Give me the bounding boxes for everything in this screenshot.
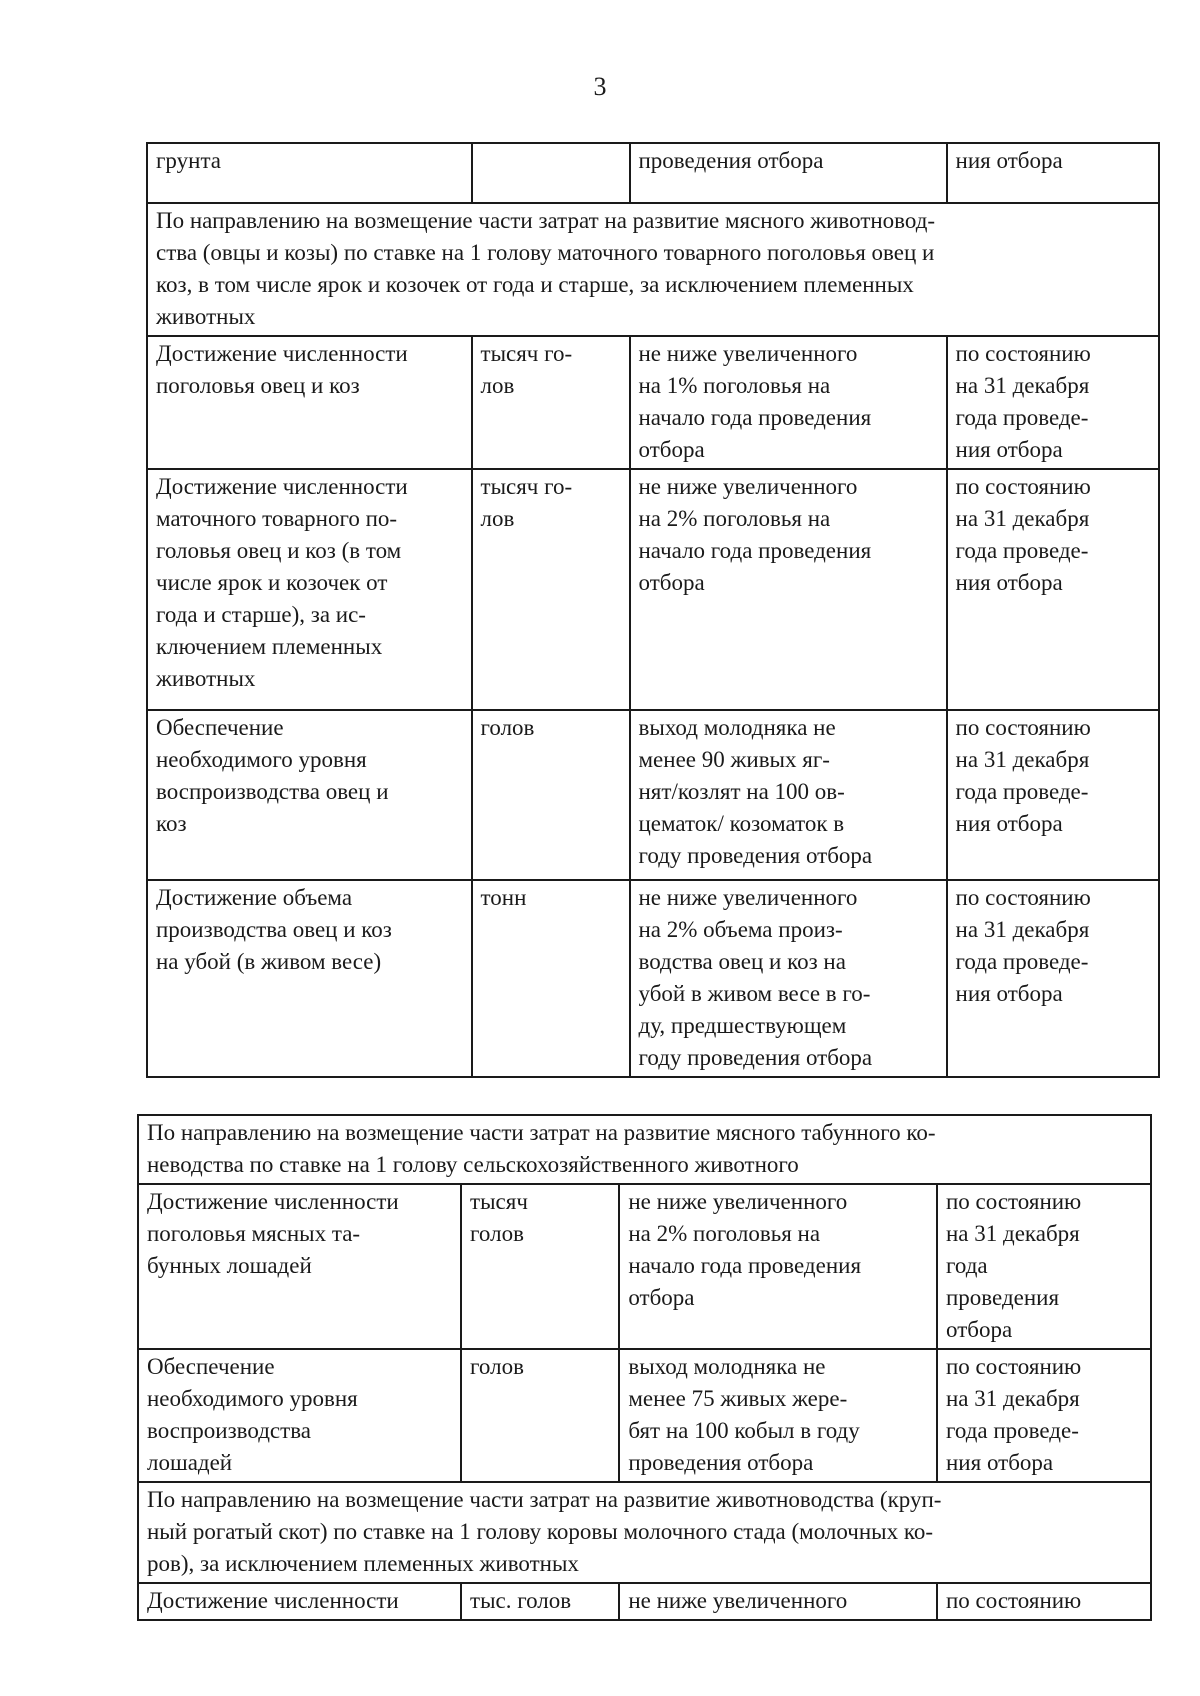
table-row — [147, 336, 1159, 469]
unit-cell — [472, 143, 630, 203]
date-cell: по состоянию на 31 декабря года проведе- ния отбора — [937, 1349, 1151, 1482]
value-cell: не ниже увеличенного на 2% поголовья на начало года проведения отбора — [630, 469, 947, 710]
table-row — [138, 1349, 1151, 1482]
date-cell: ния отбора — [947, 143, 1159, 203]
table-row — [147, 469, 1159, 710]
page-number: 3 — [593, 72, 607, 101]
section-heading-horses: По направлению на возмещение части затрат на развитие мясного табунного ко- неводства по ставке на 1 голову сельскохозяйственного животного — [138, 1115, 1151, 1184]
date-cell: по состоянию — [937, 1583, 1151, 1620]
date-cell: по состоянию на 31 декабря года проведе- ния отбора — [947, 469, 1159, 710]
value-cell: не ниже увеличенного на 2% поголовья на начало года проведения отбора — [619, 1184, 937, 1349]
indicator-cell: грунта — [147, 143, 472, 203]
unit-cell: голов — [472, 710, 630, 880]
value-cell: выход молодняка не менее 75 живых жере- бят на 100 кобыл в году проведения отбора — [619, 1349, 937, 1482]
table-row — [138, 1583, 1151, 1620]
table-row — [138, 1184, 1151, 1349]
value-cell: не ниже увеличенного на 2% объема произ- водства овец и коз на убой в живом весе в го- ду, предшествующем году проведения отбора — [630, 880, 947, 1077]
indicator-cell: Достижение численности поголовья овец и коз — [147, 336, 472, 469]
unit-cell: голов — [461, 1349, 619, 1482]
criteria-table-part2 — [137, 1114, 1152, 1621]
unit-cell: тысяч голов — [461, 1184, 619, 1349]
section-row — [147, 203, 1159, 336]
date-cell: по состоянию на 31 декабря года проведе- ния отбора — [947, 880, 1159, 1077]
section-row — [138, 1482, 1151, 1583]
table-row — [147, 710, 1159, 880]
value-cell: не ниже увеличенного — [619, 1583, 937, 1620]
indicator-cell: Обеспечение необходимого уровня воспроизводства лошадей — [138, 1349, 461, 1482]
table-row — [147, 143, 1159, 203]
table-row — [147, 880, 1159, 1077]
indicator-cell: Достижение численности поголовья мясных та- бунных лошадей — [138, 1184, 461, 1349]
value-cell: выход молодняка не менее 90 живых яг- нят/козлят на 100 ов- цематок/ козоматок в году проведения отбора — [630, 710, 947, 880]
criteria-table-part1 — [146, 142, 1160, 1078]
section-heading-dairy-cattle: По направлению на возмещение части затрат на развитие животноводства (круп- ный рогатый скот) по ставке на 1 голову коровы молочного стада (молочных ко- ров), за исключением племенных животных — [138, 1482, 1151, 1583]
date-cell: по состоянию на 31 декабря года проведе- ния отбора — [947, 710, 1159, 880]
indicator-cell: Достижение объема производства овец и коз на убой (в живом весе) — [147, 880, 472, 1077]
unit-cell: тонн — [472, 880, 630, 1077]
value-cell: проведения отбора — [630, 143, 947, 203]
indicator-cell: Достижение численности — [138, 1583, 461, 1620]
unit-cell: тыс. голов — [461, 1583, 619, 1620]
date-cell: по состоянию на 31 декабря года проведения отбора — [937, 1184, 1151, 1349]
section-heading-sheep-goats: По направлению на возмещение части затрат на развитие мясного животновод- ства (овцы и козы) по ставке на 1 голову маточного товарного поголовья овец и коз, в том числе ярок и козочек от года и старше, за исключением племенных животных — [147, 203, 1159, 336]
date-cell: по состоянию на 31 декабря года проведе- ния отбора — [947, 336, 1159, 469]
indicator-cell: Достижение численности маточного товарного по- головья овец и коз (в том числе ярок и козочек от года и старше), за ис- ключением племенных животных — [147, 469, 472, 710]
unit-cell: тысяч го- лов — [472, 469, 630, 710]
indicator-cell: Обеспечение необходимого уровня воспроизводства овец и коз — [147, 710, 472, 880]
value-cell: не ниже увеличенного на 1% поголовья на начало года проведения отбора — [630, 336, 947, 469]
unit-cell: тысяч го- лов — [472, 336, 630, 469]
section-row — [138, 1115, 1151, 1184]
